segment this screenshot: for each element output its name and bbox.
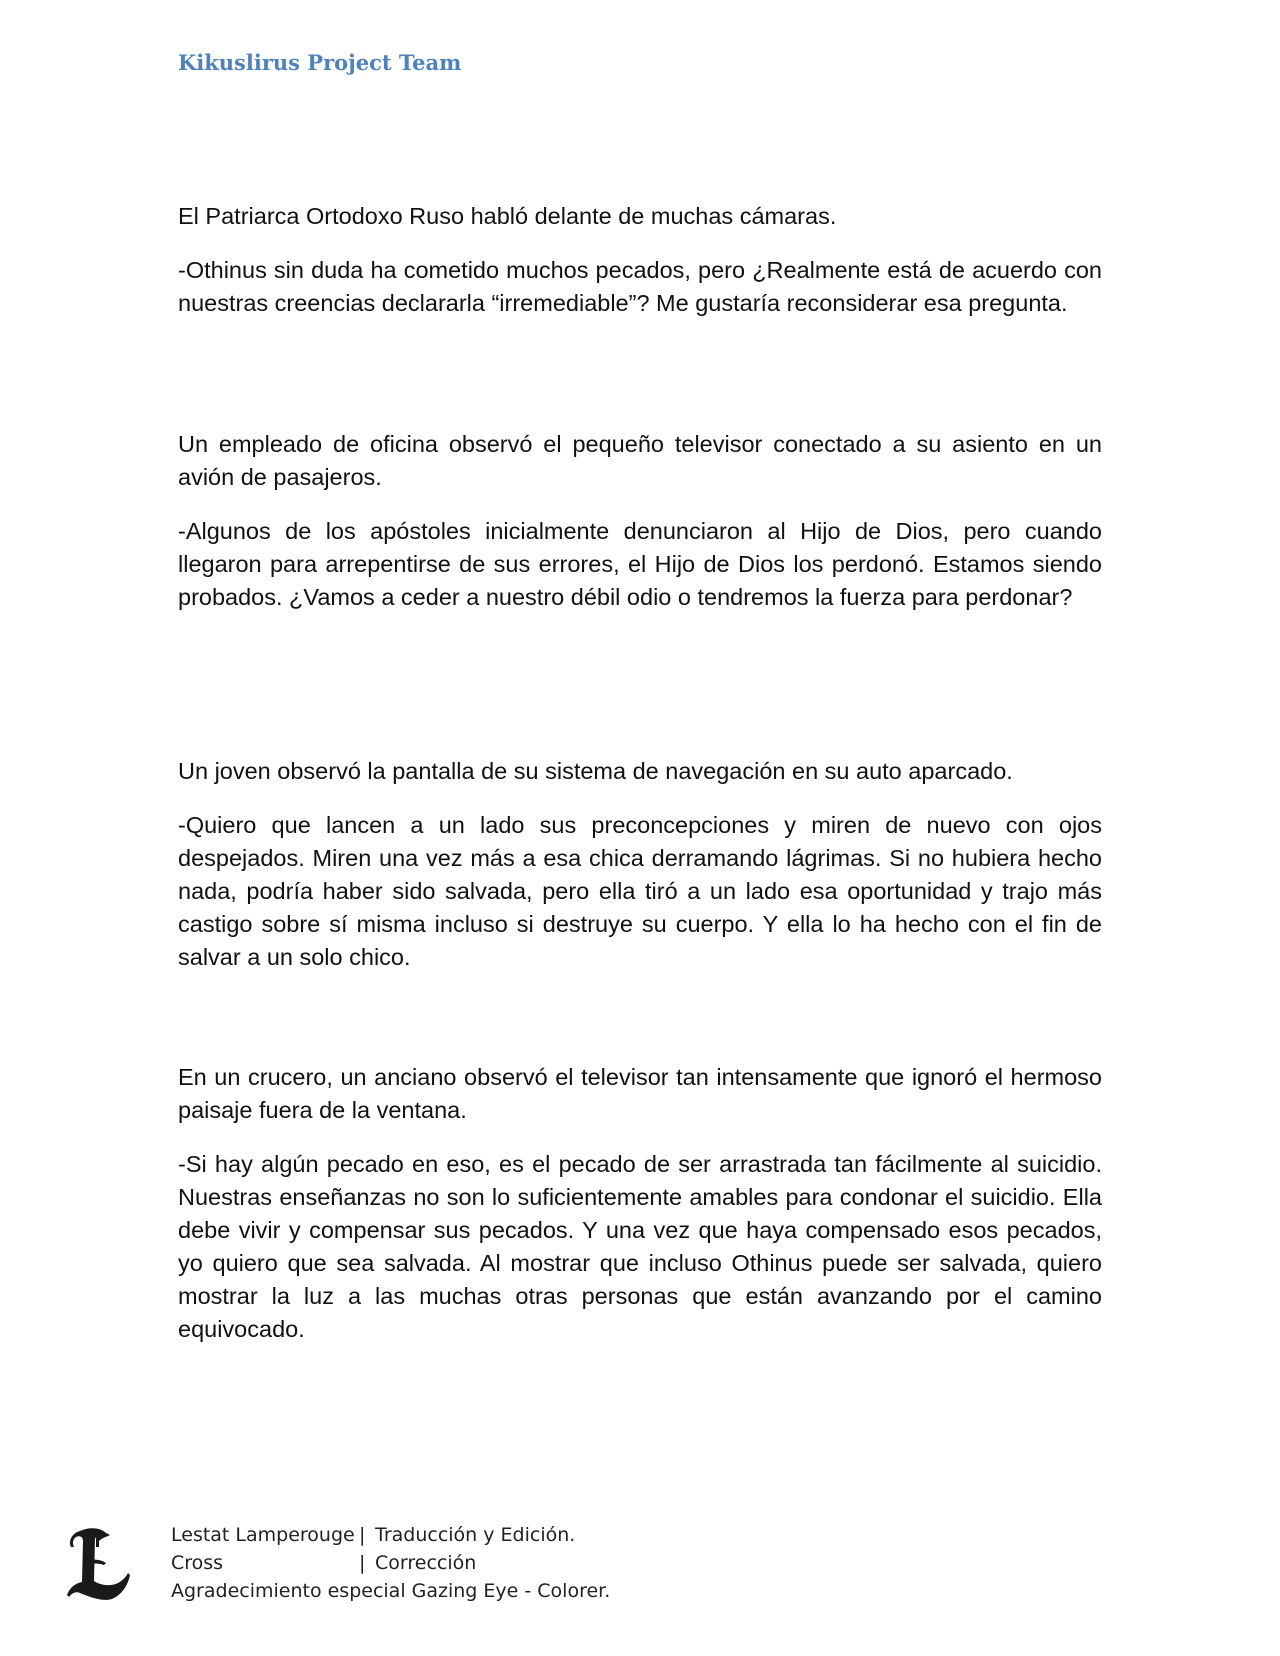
dialogue-paragraph: -Algunos de los apóstoles inicialmente denunciaron al Hijo de Dios, pero cuando llegaron para arrepentirse de sus errores, el Hijo de Dios los perdonó. Estamos siendo probados. ¿Vamos a ceder a nuestro débil odio o tendremos la fuerza para perdonar? [178, 518, 1102, 610]
special-thanks: Agradecimiento especial Gazing Eye - Colorer. [171, 1580, 611, 1602]
narration-paragraph: Un empleado de oficina observó el pequeño televisor conectado a su asiento en un avión de pasajeros. [178, 431, 1102, 490]
dialogue-paragraph: -Othinus sin duda ha cometido muchos pecados, pero ¿Realmente está de acuerdo con nuestras creencias declararla “irremediable”? Me gustaría reconsiderar esa pregunta. [178, 257, 1102, 316]
credit-role: Traducción y Edición. [375, 1524, 576, 1546]
credit-row [171, 1521, 610, 1549]
credits-footer [171, 1521, 610, 1605]
dialogue-paragraph: -Quiero que lancen a un lado sus preconcepciones y miren de nuevo con ojos despejados. Miren una vez más a esa chica derramando lágrimas. Si no hubiera hecho nada, podría haber sido salvada, pero ella tiró a un lado esa oportunidad y trajo más castigo sobre sí misma incluso si destruye su cuerpo. Y ella lo ha hecho con el fin de salvar a un solo chico. [178, 812, 1102, 970]
credit-separator: | [359, 1524, 366, 1546]
credit-role: Corrección [375, 1552, 477, 1574]
credit-name: Cross [171, 1552, 224, 1574]
credit-name: Lestat Lamperouge [171, 1524, 355, 1546]
dialogue-paragraph: -Si hay algún pecado en eso, es el pecado de ser arrastrada tan fácilmente al suicidio. Nuestras enseñanzas no son lo suficientemente amables para condonar el suicidio. Ella debe vivir y compensar sus pecados. Y una vez que haya compensado esos pecados, yo quiero que sea salvada. Al mostrar que incluso Othinus puede ser salvada, quiero mostrar la luz a las muchas otras personas que están avanzando por el camino equivocado. [178, 1151, 1102, 1342]
page-header-title: Kikuslirus Project Team [178, 50, 462, 75]
credit-separator: | [359, 1552, 366, 1574]
credit-row [171, 1549, 610, 1577]
narration-paragraph: El Patriarca Ortodoxo Ruso habló delante de muchas cámaras. [178, 203, 837, 229]
document-body [178, 200, 1102, 1346]
narration-paragraph: Un joven observó la pantalla de su sistema de navegación en su auto aparcado. [178, 758, 1013, 784]
narration-paragraph: En un crucero, un anciano observó el televisor tan intensamente que ignoró el hermoso paisaje fuera de la ventana. [178, 1064, 1102, 1123]
gothic-L-logo-icon [66, 1525, 132, 1603]
